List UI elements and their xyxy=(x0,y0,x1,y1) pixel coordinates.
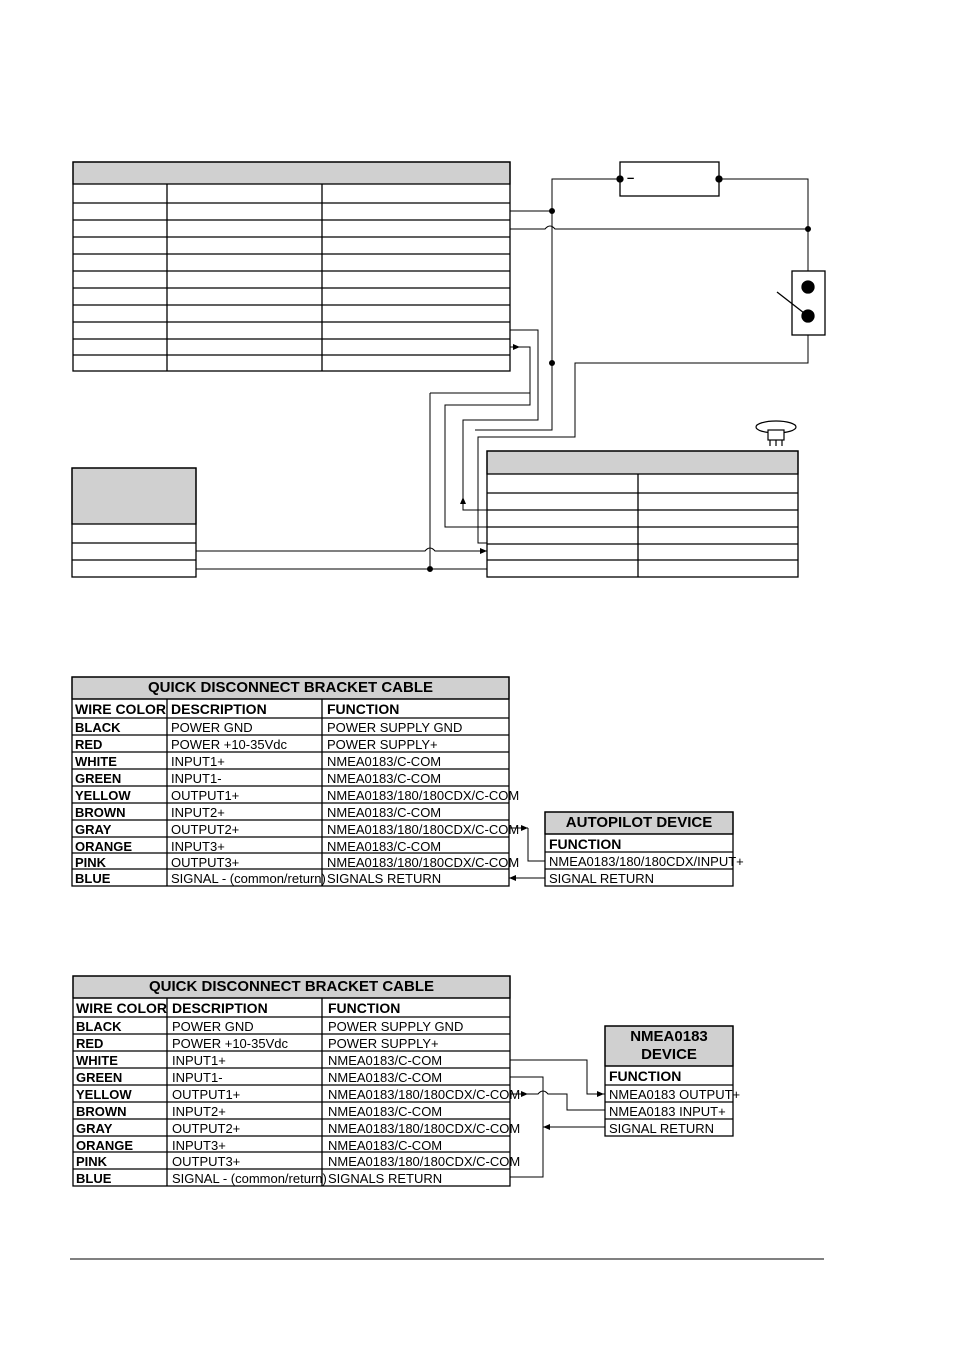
mid-header-function: FUNCTION xyxy=(327,701,400,717)
bottom-wire-color: BLUE xyxy=(76,1171,112,1186)
mid-description: POWER GND xyxy=(171,720,253,735)
left-device-box xyxy=(72,468,196,577)
bottom-function: POWER SUPPLY GND xyxy=(328,1019,464,1034)
bottom-wires xyxy=(510,1060,605,1177)
mid-description: INPUT1- xyxy=(171,771,222,786)
mid-wire-color: BLUE xyxy=(75,871,111,886)
mid-description: POWER +10-35Vdc xyxy=(171,737,287,752)
bottom-description: INPUT1- xyxy=(172,1070,223,1085)
mid-description: OUTPUT1+ xyxy=(171,788,240,803)
autopilot-title: AUTOPILOT DEVICE xyxy=(565,815,713,831)
mid-wire-color: PINK xyxy=(75,855,107,870)
mid-description: INPUT1+ xyxy=(171,754,225,769)
mid-function: NMEA0183/C-COM xyxy=(327,771,442,786)
mid-function: SIGNALS RETURN xyxy=(327,871,442,886)
mid-table-title: QUICK DISCONNECT BRACKET CABLE xyxy=(148,680,433,696)
bottom-function: NMEA0183/C-COM xyxy=(328,1070,443,1085)
bottom-function: NMEA0183/C-COM xyxy=(328,1138,443,1153)
bottom-description: INPUT1+ xyxy=(172,1053,226,1068)
mid-description: INPUT2+ xyxy=(171,805,225,820)
nmea-device-row: NMEA0183 INPUT+ xyxy=(609,1104,726,1119)
bottom-description: POWER +10-35Vdc xyxy=(172,1036,288,1051)
autopilot-row: NMEA0183/180/180CDX/INPUT+ xyxy=(549,854,744,869)
mid-description: SIGNAL - (common/return) xyxy=(171,871,326,886)
bottom-function: NMEA0183/180/180CDX/C-COM xyxy=(328,1087,521,1102)
mid-wire-color: GRAY xyxy=(75,822,112,837)
fuse-label: – xyxy=(627,170,635,185)
mid-wire-color: BLACK xyxy=(75,720,121,735)
mid-function: NMEA0183/180/180CDX/C-COM xyxy=(327,822,520,837)
autopilot-row: SIGNAL RETURN xyxy=(549,871,654,886)
mid-wire-color: RED xyxy=(75,737,103,752)
mid-function: POWER SUPPLY GND xyxy=(327,720,463,735)
bottom-header-description: DESCRIPTION xyxy=(172,1000,268,1016)
mid-wire-color: GREEN xyxy=(75,771,122,786)
bottom-header-wire-color: WIRE COLOR xyxy=(76,1000,167,1016)
bottom-function: NMEA0183/C-COM xyxy=(328,1053,443,1068)
bottom-wire-color: BLACK xyxy=(76,1019,122,1034)
bottom-function: NMEA0183/C-COM xyxy=(328,1104,443,1119)
mid-wire-color: YELLOW xyxy=(75,788,131,803)
bottom-wire-color: RED xyxy=(76,1036,104,1051)
mid-description: INPUT3+ xyxy=(171,839,225,854)
nmea-device-header-function: FUNCTION xyxy=(609,1068,682,1084)
bottom-table-title: QUICK DISCONNECT BRACKET CABLE xyxy=(149,979,434,995)
nmea-device-row: SIGNAL RETURN xyxy=(609,1121,714,1136)
bottom-wire-color: ORANGE xyxy=(76,1138,134,1153)
bottom-description: INPUT3+ xyxy=(172,1138,226,1153)
right-device-table xyxy=(487,451,798,577)
bottom-description: OUTPUT1+ xyxy=(172,1087,241,1102)
mid-description: OUTPUT2+ xyxy=(171,822,240,837)
bottom-function: NMEA0183/180/180CDX/C-COM xyxy=(328,1121,521,1136)
mid-header-description: DESCRIPTION xyxy=(171,701,267,717)
bottom-wire-color: YELLOW xyxy=(76,1087,132,1102)
bottom-wire-color: GREEN xyxy=(76,1070,123,1085)
bottom-function: POWER SUPPLY+ xyxy=(328,1036,439,1051)
bottom-header-function: FUNCTION xyxy=(328,1000,401,1016)
bottom-description: SIGNAL - (common/return) xyxy=(172,1171,327,1186)
gps-antenna-icon xyxy=(756,421,796,446)
mid-function: NMEA0183/180/180CDX/C-COM xyxy=(327,855,520,870)
top-wires xyxy=(196,179,811,572)
bottom-function: SIGNALS RETURN xyxy=(328,1171,443,1186)
mid-wire-color: BROWN xyxy=(75,805,126,820)
top-cable-table xyxy=(73,162,510,371)
nmea-device-row: NMEA0183 OUTPUT+ xyxy=(609,1087,741,1102)
nmea-device-title-line2: DEVICE xyxy=(641,1047,697,1063)
bottom-description: OUTPUT3+ xyxy=(172,1154,241,1169)
mid-function: POWER SUPPLY+ xyxy=(327,737,438,752)
bottom-wire-color: WHITE xyxy=(76,1053,118,1068)
mid-function: NMEA0183/C-COM xyxy=(327,754,442,769)
bottom-function: NMEA0183/180/180CDX/C-COM xyxy=(328,1154,521,1169)
autopilot-header-function: FUNCTION xyxy=(549,836,622,852)
bottom-wire-color: GRAY xyxy=(76,1121,113,1136)
mid-header-wire-color: WIRE COLOR xyxy=(75,701,166,717)
power-switch xyxy=(777,271,825,335)
mid-wire-color: WHITE xyxy=(75,754,117,769)
mid-function: NMEA0183/C-COM xyxy=(327,839,442,854)
nmea-device-title-line1: NMEA0183 xyxy=(630,1029,708,1045)
bottom-wire-color: BROWN xyxy=(76,1104,127,1119)
bottom-wire-color: PINK xyxy=(76,1154,108,1169)
mid-function: NMEA0183/180/180CDX/C-COM xyxy=(327,788,520,803)
bottom-description: OUTPUT2+ xyxy=(172,1121,241,1136)
mid-function: NMEA0183/C-COM xyxy=(327,805,442,820)
mid-wire-color: ORANGE xyxy=(75,839,133,854)
bottom-description: POWER GND xyxy=(172,1019,254,1034)
bottom-description: INPUT2+ xyxy=(172,1104,226,1119)
mid-description: OUTPUT3+ xyxy=(171,855,240,870)
